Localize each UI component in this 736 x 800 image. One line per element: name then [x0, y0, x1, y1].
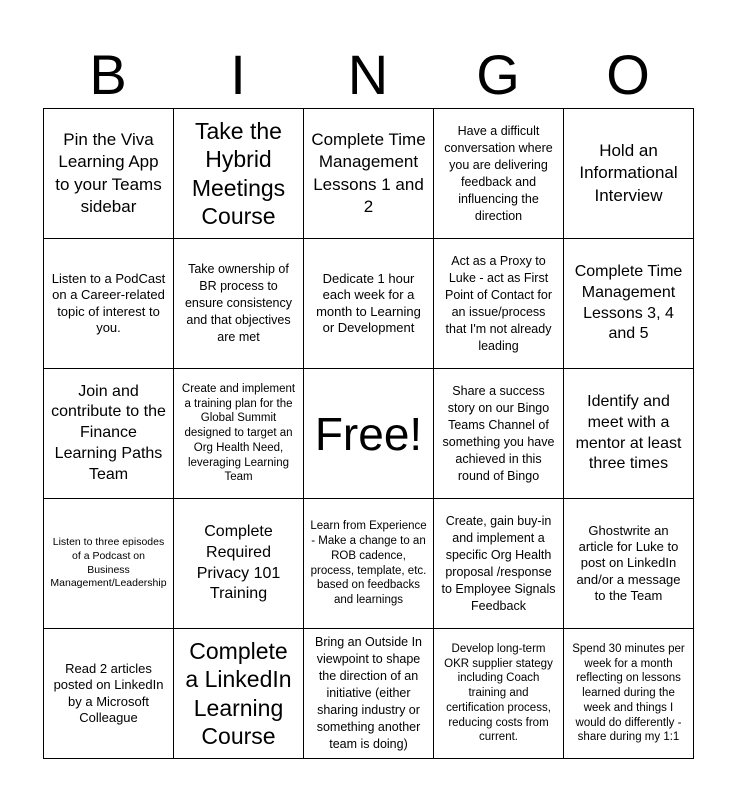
bingo-cell: Have a difficult conversation where you are delivering feedback and influencing the direction	[434, 109, 564, 239]
bingo-cell: Pin the Viva Learning App to your Teams sidebar	[44, 109, 174, 239]
bingo-row	[44, 369, 694, 499]
bingo-cell: Create and implement a training plan for the Global Summit designed to target an Org Health Need, leveraging Learning Team	[174, 369, 304, 499]
bingo-cell: Bring an Outside In viewpoint to shape the direction of an initiative (either sharing industry or something another team is doing)	[304, 629, 434, 759]
bingo-cell: Identify and meet with a mentor at least three times	[564, 369, 694, 499]
header-letter-n: N	[347, 43, 389, 106]
bingo-cell: Join and contribute to the Finance Learning Paths Team	[44, 369, 174, 499]
bingo-cell: Take ownership of BR process to ensure consistency and that objectives are met	[174, 239, 304, 369]
bingo-cell: Take the Hybrid Meetings Course	[174, 109, 304, 239]
bingo-cell: Read 2 articles posted on LinkedIn by a Microsoft Colleague	[44, 629, 174, 759]
bingo-cell: Develop long-term OKR supplier stategy including Coach training and certification process, reducing costs from current.	[434, 629, 564, 759]
bingo-cell: Hold an Informational Interview	[564, 109, 694, 239]
header-letter-g: G	[476, 43, 520, 106]
bingo-cell: Listen to a PodCast on a Career-related topic of interest to you.	[44, 239, 174, 369]
bingo-cell: Complete Time Management Lessons 1 and 2	[304, 109, 434, 239]
bingo-row	[44, 629, 694, 759]
bingo-row	[44, 239, 694, 369]
bingo-cell: Complete Time Management Lessons 3, 4 and 5	[564, 239, 694, 369]
bingo-cell: Spend 30 minutes per week for a month reflecting on lessons learned during the week and things I would do differently - share during my 1:1	[564, 629, 694, 759]
bingo-cell: Learn from Experience - Make a change to an ROB cadence, process, template, etc. based on feedbacks and learnings	[304, 499, 434, 629]
header-letter-o: O	[606, 43, 650, 106]
free-space: Free!	[304, 369, 434, 499]
bingo-cell: Complete Required Privacy 101 Training	[174, 499, 304, 629]
bingo-cell: Listen to three episodes of a Podcast on Business Management/Leadership	[44, 499, 174, 629]
header-letter-i: I	[230, 43, 246, 106]
bingo-cell: Dedicate 1 hour each week for a month to Learning or Development	[304, 239, 434, 369]
bingo-header	[43, 40, 693, 110]
bingo-cell: Act as a Proxy to Luke - act as First Point of Contact for an issue/process that I'm not already leading	[434, 239, 564, 369]
bingo-card	[43, 108, 694, 759]
bingo-row	[44, 109, 694, 239]
bingo-cell: Share a success story on our Bingo Teams Channel of something you have achieved in this round of Bingo	[434, 369, 564, 499]
bingo-row	[44, 499, 694, 629]
bingo-cell: Complete a LinkedIn Learning Course	[174, 629, 304, 759]
header-letter-b: B	[89, 43, 127, 106]
bingo-cell: Create, gain buy-in and implement a specific Org Health proposal /response to Employee Signals Feedback	[434, 499, 564, 629]
bingo-cell: Ghostwrite an article for Luke to post on LinkedIn and/or a message to the Team	[564, 499, 694, 629]
